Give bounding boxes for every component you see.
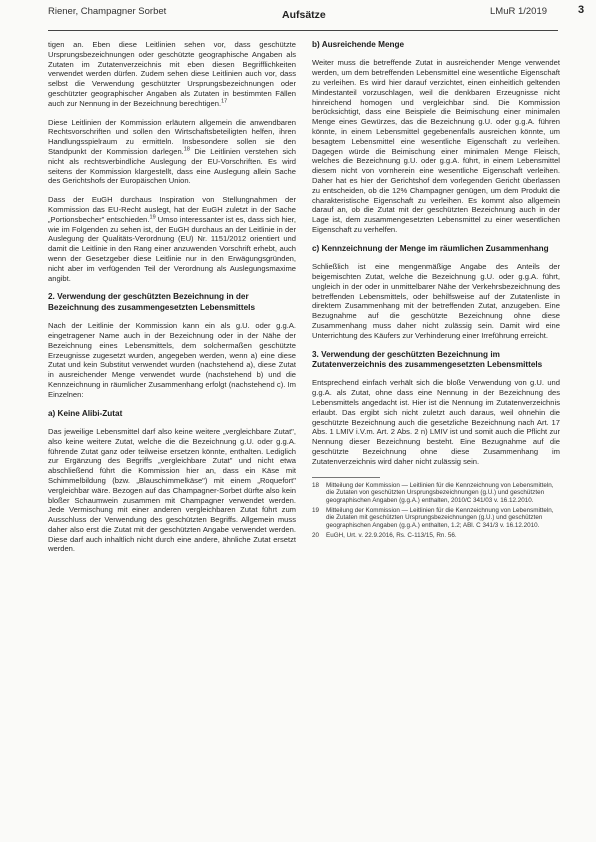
paragraph: tigen an. Eben diese Leitlinien sehen vor, dass geschützte Ursprungsbezeichnungen oder geschützte geographische Angaben als Zutaten im Zutatenverzeichnis mit eben diesen Begrifflichkeiten verwendet werden dürfen. Zudem sehen diese Leitlinien auch vor, dass selbst die Verwendung geschützter Ursprungsbezeichnungen oder geschützter geographischer Angaben als Zutaten in bestimmten Fällen auch zur Nennung in der Bezeichnung berechtigen.$^{17}$ <box>48 40 296 108</box>
subsection-heading: a) Keine Alibi-Zutat <box>48 408 123 418</box>
footnote-number: 18 <box>312 481 320 489</box>
section-heading: 2. Verwendung der geschützten Bezeichnung in der Bezeichnung des zusammengesetzten Lebensmittels <box>48 292 256 312</box>
footnote-rule <box>312 477 380 478</box>
journal-issue: LMuR 1/2019 <box>490 6 548 17</box>
footnote-text: Mitteilung der Kommission — Leitlinien für die Kennzeichnung von Lebensmitteln, die Zutaten mit geschützten Ursprungsbezeichnungen (g.U.) und geschützten geographischen Angaben (g.g.A.) enthalten, 1.2; ABl. C 341/3 v. 16.12.2010. <box>326 506 554 530</box>
page-number: 3 <box>578 4 585 16</box>
paragraph: Schließlich ist eine mengenmäßige Angabe des Anteils der beigemischten Zutat, welche die Bezeichnung g.U. oder g.g.A. führt, ungleich in der oder in unmittelbarer Nähe der Verkehrsbezeichnung des betreffenden Lebensmittels, oder behilfsweise auf der Zutatenliste in direktem Zusammenhang mit der betreffenden Zutat, anzugeben. Eine Bezugnahme auf die geschützte Bezeichnung ohne diese Zusammenhang muss daher nicht zulässig sein. Damit wird eine Unterrichtung des Käufers zur Verhinderung einer Irreführung erreicht. <box>312 262 560 340</box>
subsection-heading: b) Ausreichende Menge <box>312 40 405 49</box>
right-column <box>312 40 560 541</box>
footnote-text: EuGH, Urt. v. 22.9.2016, Rs. C-113/15, Rn. 56. <box>326 531 457 539</box>
paragraph: Weiter muss die betreffende Zutat in ausreichender Menge verwendet werden, um dem betreffenden Lebensmittel eine wesentliche Eigenschaft zu verleihen. Es wird hier darauf verzichtet, einen einheitlich geltenden Mindestanteil vorzuschlagen, weil die denkbaren Erzeugnisse nicht hinreichend homogen und vergleichbar sind. Die Kommission berücksichtigt, dass eine Beispiele die Beimischung einer minimalen Menge eines Gewürzes, das die Bezeichnung g.U. oder g.g.A. führen könnte, in einem Lebensmittel gegebenenfalls ausreichen könnte, um besagtem Lebensmittel eine wesentliche Eigenschaft zu verleihen. Dagegen würde die Beimischung einer minimalen Menge Fleisch, welches die Bezeichnung g.U. oder g.g.A. führt, in einem Lebensmittel diesem nicht von vornherein eine wesentliche Eigenschaft verleihen. Daher hat es hier der Gerichtshof dem vorlegenden Gericht überlassen zu entscheiden, ob die 12% Champagner genügen, um dem Produkt die charakteristische Eigenschaft zu verleihen. Es kommt also allgemein darauf an, ob die Zutat mit der geschützten Bezeichnung auch in der Lage ist, dem zusammengesetzten Lebensmittel zu einer wesentlichen Eigenschaft zu verhelfen. <box>312 58 560 234</box>
footnote <box>312 532 560 540</box>
running-header-author: Riener, Champagner Sorbet <box>48 6 167 17</box>
footnote <box>312 482 560 505</box>
header-rule <box>48 30 558 31</box>
paragraph: Dass der EuGH durchaus Inspiration von Stellungnahmen der Kommission das EU-Recht auslegt, hat der EuGH zuletzt in der Sache „Portionsbecher" entschieden.$^{19}$ Umso interessanter ist es, dass sich hier, wie im Folgenden zu sehen ist, der EuGH durchaus an der Leitlinie in der Auslegung der Qualitäts-Verordnung (EU) Nr. 1151/2012 orientiert und damit die Leitlinie in den Rang einer anzuwenden Vorschrift erhebt, auch wenn der Gesetzgeber diese Leitlinie nur in den Erwägungsgründen, nicht aber im verfügenden Teil der Verordnung als Auslegungsmaxime angibt. <box>48 195 296 283</box>
footnote-number: 20 <box>312 531 320 539</box>
paragraph: Nach der Leitlinie der Kommission kann ein als g.U. oder g.g.A. eingetragener Name auch in der Bezeichnung oder in der Nähe der Bezeichnung eines Lebensmittels, dem solchermaßen geschützte Erzeugnisse zugesetzt wurden, angegeben werden, wenn a) eine diese Zutat und kein Substitut verwendet wurden (nachstehend a), diese Zutat in ausreichender Menge verwendet wurde (nachstehend b) und die Kennzeichnung in räumlicher Zusammenhang erfolgt (nachstehend c). Im Einzelnen: <box>48 321 296 399</box>
footnote-ref: 19 <box>149 214 156 221</box>
footnote <box>312 507 560 530</box>
footnote-ref: 17 <box>221 98 228 105</box>
paragraph: Entsprechend einfach verhält sich die bloße Verwendung von g.U. und g.g.A. als Zutat, ohne dass eine Nennung in der Bezeichnung des Lebensmittels angedacht ist. Hier ist die Nennung im Zutatenverzeichnis erlaubt. Das ergibt sich nicht zuletzt auch daraus, weil ohnehin die geschützte Bezeichnung auch die gesetzliche Bezeichnung nach Art. 17 Abs. 1 LMIV i.V.m. Art. 2 Abs. 2 n) LMIV ist und somit auch die Pflicht zur Nennung dieser Bezeichnung besteht. Eine Bezugnahme auf die geschützte Bezeichnung ohne diese Zusammenhang im Zutatenverzeichnis wird daher nicht zulässig sein. <box>312 378 560 466</box>
paragraph: Diese Leitlinien der Kommission erläutern allgemein die anwendbaren Rechtsvorschriften und sollen den Wirtschaftsbeteiligten helfen, ihren Handlungsspielraum zu ermitteln. Insbesondere sollen sie den Standpunkt der Kommission darlegen.$^{18}$ Die Leitlinien verstehen sich nicht als rechtsverbindliche Auslegung der EU-Vorschriften. Es wird seitens der Kommission klargestellt, dass eine Auslegung allein Sache des Gerichtshofs der Europäischen Union. <box>48 117 296 186</box>
footnote-number: 19 <box>312 506 320 514</box>
footnote-text: Mitteilung der Kommission — Leitlinien für die Kennzeichnung von Lebensmitteln, die Zutaten von geschützten Ursprungsbezeichnungen (g.U.) und geschützten geographischen Angaben (g.g.A.) enthalten, 2010/C 341/03 v. 16.12.2010. <box>326 481 554 504</box>
paragraph: Das jeweilige Lebensmittel darf also keine weitere „vergleichbare Zutat", also keine weitere Zutat, welche die die Bezeichnung g.U. oder g.g.A. führende Zutat ganz oder teilweise ersetzen könnte, enthalten. Lediglich zur Ergänzung des Begriffs „vergleichbare Zutat" und nicht etwa abschließend führt die Kommission hier an, dass ein Käse mit Schimmelbildung (bzw. „Blauschimmelkäse") mit einem „Roquefort" vergleichbar wäre. Bezogen auf das Champagner-Sorbet dürfte also kein bloßer Schaumwein zusammen mit Champagner verwendet werden. Jede Vermischung mit einer anderen vergleichbaren Zutat führt zum Ausschluss der Verwendung des geschützten Begriffs. Allgemein muss daher also erst die Zutat mit der geschützten Angabe verwendet werden. Diese darf auch inhaltlich nicht durch eine andere, ähnliche Zutat ersetzt werden. <box>48 426 296 554</box>
subsection-heading: c) Kennzeichnung der Menge im räumlichen Zusammenhang <box>312 243 549 253</box>
left-column <box>48 40 296 563</box>
footnote-ref: 18 <box>183 146 190 153</box>
section-title: Aufsätze <box>282 9 326 21</box>
section-heading: 3. Verwendung der geschützten Bezeichnung im Zutatenverzeichnis des zusammengesetzten Lebensmittels <box>312 349 543 369</box>
